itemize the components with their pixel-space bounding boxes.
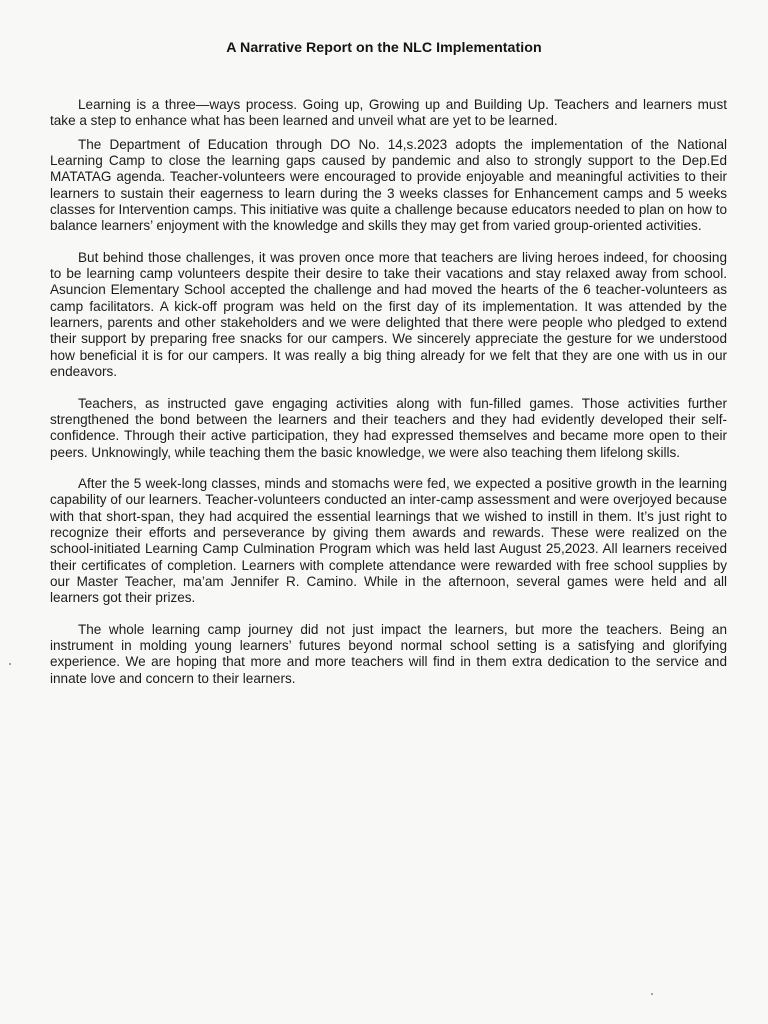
paragraph-deped-order: The Department of Education through DO No. 14,s.2023 adopts the implementation of the National Learning Camp to close the learning gaps caused by pandemic and also to strongly support to the Dep.Ed MATATAG agenda. Teacher-volunteers were encouraged to provide enjoyable and meaningful activities to their learners to sustain their eagerness to learn during the 3 weeks classes for Enhancement camps and 5 weeks classes for Intervention camps. This initiative was quite a challenge because educators needed to plan on how to balance learners’ enjoyment with the knowledge and skills they may get from varied group-oriented activities. xyxy=(50,136,727,234)
scan-speck xyxy=(651,993,653,995)
paragraph-culmination: After the 5 week-long classes, minds and stomachs were fed, we expected a positive growth in the learning capability of our learners. Teacher-volunteers conducted an inter-camp assessment and were overjoyed because with that short-span, they had acquired the essential learnings that we wished to instill in them. It’s just right to recognize their efforts and perseverance by giving them awards and rewards. These were realized on the school-initiated Learning Camp Culmination Program which was held last August 25,2023. All learners received their certificates of completion. Learners with complete attendance were rewarded with free school supplies by our Master Teacher, ma’am Jennifer R. Camino. While in the afternoon, several games were held and all learners got their prizes. xyxy=(50,475,727,606)
report-body xyxy=(50,97,727,687)
paragraph-conclusion: The whole learning camp journey did not just impact the learners, but more the teachers. Being an instrument in molding young learners’ futures beyond normal school setting is a satisfying and glorifying experience. We are hoping that more and more teachers will find in them extra dedication to the service and innate love and concern to their learners. xyxy=(50,621,727,686)
paragraph-challenges: But behind those challenges, it was proven once more that teachers are living heroes indeed, for choosing to be learning camp volunteers despite their desire to take their vacations and stay relaxed away from school. Asuncion Elementary School accepted the challenge and had moved the hearts of the 6 teacher-volunteers as camp facilitators. A kick-off program was held on the first day of its implementation. It was attended by the learners, parents and other stakeholders and we were delighted that there were people who pledged to extend their support by preparing free snacks for our campers. We sincerely appreciate the gesture for we understood how beneficial it is for our campers. It was really a big thing already for we felt that they are one with us in our endeavors. xyxy=(50,249,727,380)
paragraph-activities: Teachers, as instructed gave engaging activities along with fun-filled games. Those activities further strengthened the bond between the learners and their teachers and they had evidently developed their self-confidence. Through their active participation, they had expressed themselves and became more open to their peers. Unknowingly, while teaching them the basic knowledge, we were also teaching them lifelong skills. xyxy=(50,395,727,460)
report-title: A Narrative Report on the NLC Implementation xyxy=(226,40,542,56)
paragraph-intro: Learning is a three—ways process. Going up, Growing up and Building Up. Teachers and learners must take a step to enhance what has been learned and unveil what are yet to be learned. xyxy=(50,97,727,129)
scan-speck xyxy=(9,663,11,665)
